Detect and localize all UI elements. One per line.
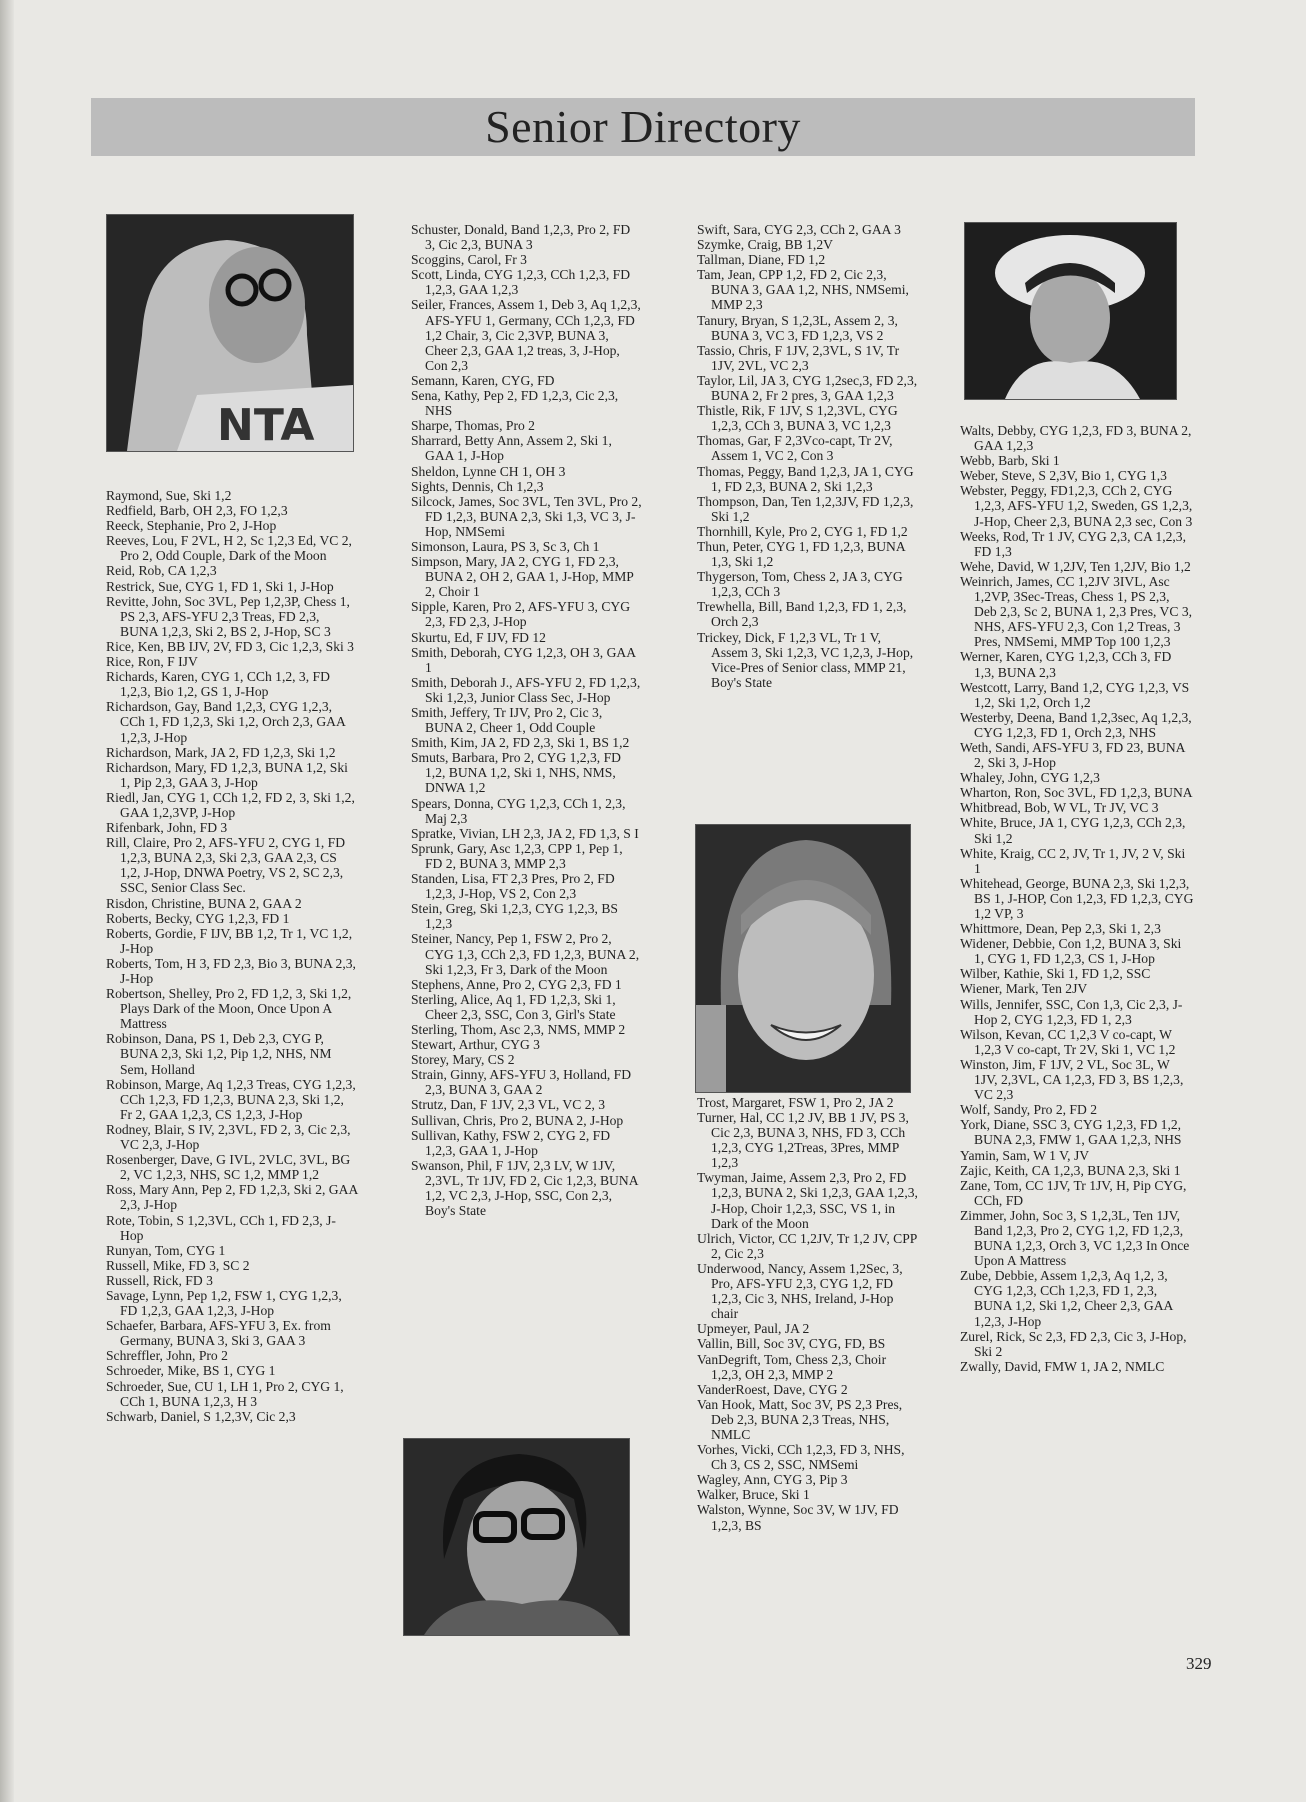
directory-entry: Tassio, Chris, F 1JV, 2,3VL, S 1V, Tr 1JV, 2VL, VC 2,3 [697, 342, 900, 373]
directory-entry: Smith, Kim, JA 2, FD 2,3, Ski 1, BS 1,2 [411, 735, 630, 751]
directory-entry: Underwood, Nancy, Assem 1,2Sec, 3, Pro, AFS-YFU 2,3, CYG 1,2, FD 1,2,3, Cic 3, NHS, Ireland, J-Hop chair [697, 1260, 903, 1322]
directory-entry: Winston, Jim, F 1JV, 2 VL, Soc 3L, W 1JV, 2,3VL, CA 1,2,3, FD 3, BS 1,2,3, VC 2,3 [960, 1056, 1184, 1103]
directory-entry: Tam, Jean, CPP 1,2, FD 2, Cic 2,3, BUNA 3, GAA 1,2, NHS, NMSemi, MMP 2,3 [697, 267, 909, 313]
directory-entry: Wehe, David, W 1,2JV, Ten 1,2JV, Bio 1,2 [960, 558, 1191, 574]
directory-entry: Trickey, Dick, F 1,2,3 VL, Tr 1 V, Assem 3, Ski 1,2,3, VC 1,2,3, J-Hop, Vice-Pres of Senior class, MMP 21, Boy's State [697, 629, 914, 690]
directory-entry: Semann, Karen, CYG, FD [411, 372, 555, 388]
directory-entry: Werner, Karen, CYG 1,2,3, CCh 3, FD 1,3, BUNA 2,3 [960, 649, 1172, 680]
directory-entry: Raymond, Sue, Ski 1,2 [106, 488, 232, 503]
photo-student-boy-glasses [403, 1438, 630, 1636]
directory-entry: Sipple, Karen, Pro 2, AFS-YFU 3, CYG 2,3, FD 2,3, J-Hop [411, 599, 631, 630]
directory-column-3 [697, 222, 919, 1533]
directory-entry: VanDegrift, Tom, Chess 2,3, Choir 1,2,3, OH 2,3, MMP 2 [697, 1351, 887, 1382]
directory-entry: Ulrich, Victor, CC 1,2JV, Tr 1,2 JV, CPP 2, Cic 2,3 [697, 1230, 917, 1261]
directory-entry: Russell, Mike, FD 3, SC 2 [106, 1257, 250, 1273]
directory-entry: White, Bruce, JA 1, CYG 1,2,3, CCh 2,3, Ski 1,2 [960, 815, 1186, 846]
directory-entry: Zajic, Keith, CA 1,2,3, BUNA 2,3, Ski 1 [960, 1162, 1181, 1178]
directory-entry: Sena, Kathy, Pep 2, FD 1,2,3, Cic 2,3, NHS [411, 388, 619, 419]
directory-entry: Simonson, Laura, PS 3, Sc 3, Ch 1 [411, 538, 600, 554]
directory-entry: Vorhes, Vicki, CCh 1,2,3, FD 3, NHS, Ch 3, CS 2, SSC, NMSemi [697, 1442, 905, 1473]
directory-entry: Sprunk, Gary, Asc 1,2,3, CPP 1, Pep 1, FD 2, BUNA 3, MMP 2,3 [411, 840, 623, 871]
directory-entry: Reeves, Lou, F 2VL, H 2, Sc 1,2,3 Ed, VC 2, Pro 2, Odd Couple, Dark of the Moon [106, 533, 352, 564]
directory-entry: Wiener, Mark, Ten 2JV [960, 981, 1088, 997]
directory-entry: Tanury, Bryan, S 1,2,3L, Assem 2, 3, BUNA 3, VC 3, FD 1,2,3, VS 2 [697, 312, 898, 343]
header-bar [91, 98, 1195, 156]
directory-entry: Savage, Lynn, Pep 1,2, FSW 1, CYG 1,2,3, FD 1,2,3, GAA 1,2,3, J-Hop [106, 1287, 342, 1319]
directory-entry: Sharpe, Thomas, Pro 2 [411, 418, 535, 434]
directory-entry: Walker, Bruce, Ski 1 [697, 1487, 810, 1503]
directory-entry: Thomas, Gar, F 2,3Vco-capt, Tr 2V, Assem 1, VC 2, Con 3 [697, 433, 893, 464]
directory-entry: Revitte, John, Soc 3VL, Pep 1,2,3P, Chess 1, PS 2,3, AFS-YFU 2,3 Treas, FD 2,3, BUNA 1,2,3, Ski 2, BS 2, J-Hop, SC 3 [106, 593, 350, 639]
directory-entry: Van Hook, Matt, Soc 3V, PS 2,3 Pres, Deb 2,3, BUNA 2,3 Treas, NHS, NMLC [697, 1396, 903, 1442]
directory-entry: Stein, Greg, Ski 1,2,3, CYG 1,2,3, BS 1,2,3 [411, 901, 618, 932]
directory-entry: Skurtu, Ed, F IJV, FD 12 [411, 629, 546, 645]
directory-entry: Wharton, Ron, Soc 3VL, FD 1,2,3, BUNA [960, 785, 1193, 801]
directory-entry: Sterling, Thom, Asc 2,3, NMS, MMP 2 [411, 1021, 626, 1037]
directory-entry: Walts, Debby, CYG 1,2,3, FD 3, BUNA 2, GAA 1,2,3 [960, 423, 1192, 454]
directory-entry: Wills, Jennifer, SSC, Con 1,3, Cic 2,3, J-Hop 2, CYG 1,2,3, FD 1, 2,3 [960, 996, 1183, 1027]
directory-entry: Walston, Wynne, Soc 3V, W 1JV, FD 1,2,3, BS [697, 1502, 899, 1533]
directory-entry: Restrick, Sue, CYG 1, FD 1, Ski 1, J-Hop [106, 578, 334, 594]
directory-entry: Thygerson, Tom, Chess 2, JA 3, CYG 1,2,3, CCh 3 [697, 569, 903, 600]
directory-entry: Steiner, Nancy, Pep 1, FSW 2, Pro 2, CYG 1,3, CCh 2,3, FD 1,2,3, BUNA 2, Ski 1,2,3, Fr 3, Dark of the Moon [411, 931, 640, 977]
directory-entry: Thompson, Dan, Ten 1,2,3JV, FD 1,2,3, Ski 1,2 [697, 493, 914, 524]
directory-entry: Wilson, Kevan, CC 1,2,3 V co-capt, W 1,2,3 V co-capt, Tr 2V, Ski 1, VC 1,2 [960, 1026, 1176, 1057]
directory-entry: Zube, Debbie, Assem 1,2,3, Aq 1,2, 3, CYG 1,2,3, CCh 1,2,3, FD 1, 2,3, BUNA 1,2, Ski 1,2, Cheer 2,3, GAA 1,2,3, J-Hop [960, 1268, 1173, 1329]
directory-entry: Reeck, Stephanie, Pro 2, J-Hop [106, 518, 277, 534]
directory-entry: Swift, Sara, CYG 2,3, CCh 2, GAA 3 [697, 222, 901, 237]
directory-entry: White, Kraig, CC 2, JV, Tr 1, JV, 2 V, Ski 1 [960, 845, 1186, 876]
directory-entry: Upmeyer, Paul, JA 2 [697, 1321, 810, 1337]
directory-entry: Smith, Jeffery, Tr IJV, Pro 2, Cic 3, BUNA 2, Cheer 1, Odd Couple [411, 705, 603, 736]
photo-student-hat [964, 222, 1177, 400]
directory-entry: Smith, Deborah, CYG 1,2,3, OH 3, GAA 1 [411, 644, 636, 675]
directory-entry: Roberts, Becky, CYG 1,2,3, FD 1 [106, 910, 290, 926]
directory-entry: Zwally, David, FMW 1, JA 2, NMLC [960, 1358, 1165, 1374]
directory-entry: Szymke, Craig, BB 1,2V [697, 237, 833, 253]
directory-entry: Russell, Rick, FD 3 [106, 1272, 213, 1288]
directory-entry: Sheldon, Lynne CH 1, OH 3 [411, 463, 566, 479]
directory-entry: Storey, Mary, CS 2 [411, 1052, 515, 1068]
directory-entry: Whitbread, Bob, W VL, Tr JV, VC 3 [960, 800, 1159, 816]
page-title: Senior Directory [485, 101, 801, 152]
directory-entry: Stewart, Arthur, CYG 3 [411, 1037, 540, 1053]
directory-entry: Zimmer, John, Soc 3, S 1,2,3L, Ten 1JV, Band 1,2,3, Pro 2, CYG 1,2, FD 1,2,3, BUNA 1,2,3, Orch 3, VC 1,2,3 In Once Upon A Mattress [960, 1207, 1190, 1269]
directory-entry: Twyman, Jaime, Assem 2,3, Pro 2, FD 1,2,3, BUNA 2, Ski 1,2,3, GAA 1,2,3, J-Hop, Choir 1,2,3, SSC, VS 1, in Dark of the Moon [697, 1170, 918, 1231]
directory-entry: Scoggins, Carol, Fr 3 [411, 252, 527, 268]
directory-entry: Smith, Deborah J., AFS-YFU 2, FD 1,2,3, Ski 1,2,3, Junior Class Sec, J-Hop [411, 674, 641, 705]
directory-entry: Seiler, Frances, Assem 1, Deb 3, Aq 1,2,3, AFS-YFU 1, Germany, CCh 1,2,3, FD 1,2 Chair, 3, Cic 2,3VP, BUNA 3, Cheer 2,3, GAA 1,2 treas, 3, J-Hop, Con 2,3 [411, 297, 641, 373]
directory-entry: Weinrich, James, CC 1,2JV 3IVL, Asc 1,2VP, 3Sec-Treas, Chess 1, PS 2,3, Deb 2,3, Sc 2, BUNA 1, 2,3 Pres, VC 3, NHS, AFS-YFU 2,3, Con 1,2 Treas, 3 Pres, NMSemi, MMP Top 100 1,2,3 [960, 573, 1193, 650]
directory-entry: Reid, Rob, CA 1,2,3 [106, 563, 217, 579]
directory-entry: Schroeder, Sue, CU 1, LH 1, Pro 2, CYG 1, CCh 1, BUNA 1,2,3, H 3 [106, 1378, 344, 1409]
directory-entry: Simpson, Mary, JA 2, CYG 1, FD 2,3, BUNA 2, OH 2, GAA 1, J-Hop, MMP 2, Choir 1 [411, 554, 634, 600]
directory-entry: Trost, Margaret, FSW 1, Pro 2, JA 2 [697, 1094, 894, 1110]
directory-entry: Rill, Claire, Pro 2, AFS-YFU 2, CYG 1, FD 1,2,3, BUNA 2,3, Ski 2,3, GAA 2,3, CS 1,2, J-Hop, DNWA Poetry, VS 2, SC 2,3, SSC, Senior Class Sec. [106, 835, 346, 896]
directory-entry: Rice, Ken, BB IJV, 2V, FD 3, Cic 1,2,3, Ski 3 [106, 638, 354, 654]
directory-entry: Zane, Tom, CC 1JV, Tr 1JV, H, Pip CYG, CCh, FD [960, 1177, 1187, 1208]
directory-entry: Taylor, Lil, JA 3, CYG 1,2sec,3, FD 2,3, BUNA 2, Fr 2 pres, 3, GAA 1,2,3 [697, 372, 918, 404]
directory-entry: Roberts, Tom, H 3, FD 2,3, Bio 3, BUNA 2,3, J-Hop [106, 955, 356, 986]
directory-entry: Sullivan, Chris, Pro 2, BUNA 2, J-Hop [411, 1112, 624, 1128]
directory-entry: Schaefer, Barbara, AFS-YFU 3, Ex. from Germany, BUNA 3, Ski 3, GAA 3 [106, 1318, 331, 1349]
directory-entry: Robinson, Dana, PS 1, Deb 2,3, CYG P, BUNA 2,3, Ski 1,2, Pip 1,2, NHS, NM Sem, Holland [106, 1031, 332, 1077]
directory-entry: Wolf, Sandy, Pro 2, FD 2 [960, 1102, 1097, 1118]
directory-entry: Wilber, Kathie, Ski 1, FD 1,2, SSC [960, 966, 1151, 982]
directory-entry: Wagley, Ann, CYG 3, Pip 3 [697, 1472, 848, 1488]
photo-student-girl-glasses [106, 214, 354, 452]
svg-text:NTA: NTA [217, 400, 315, 451]
directory-entry: Standen, Lisa, FT 2,3 Pres, Pro 2, FD 1,2,3, J-Hop, VS 2, Con 2,3 [411, 871, 615, 902]
directory-entry: Schreffler, John, Pro 2 [106, 1348, 228, 1364]
directory-entry: Strain, Ginny, AFS-YFU 3, Holland, FD 2,3, BUNA 3, GAA 2 [411, 1067, 632, 1098]
directory-entry: Rodney, Blair, S IV, 2,3VL, FD 2, 3, Cic 2,3, VC 2,3, J-Hop [106, 1121, 351, 1153]
directory-entry: Swanson, Phil, F 1JV, 2,3 LV, W 1JV, 2,3VL, Tr 1JV, FD 2, Cic 1,2,3, BUNA 1,2, VC 2,3, J-Hop, SSC, Con 2,3, Boy's State [411, 1157, 638, 1219]
directory-entry: Westerby, Deena, Band 1,2,3sec, Aq 1,2,3, CYG 1,2,3, FD 1, Orch 2,3, NHS [960, 709, 1192, 740]
directory-column-2 [411, 222, 643, 1218]
directory-entry: Robertson, Shelley, Pro 2, FD 1,2, 3, Ski 1,2, Plays Dark of the Moon, Once Upon A Mattress [106, 986, 352, 1032]
directory-entry: Zurel, Rick, Sc 2,3, FD 2,3, Cic 3, J-Hop, Ski 2 [960, 1328, 1187, 1359]
directory-entry: Schuster, Donald, Band 1,2,3, Pro 2, FD 3, Cic 2,3, BUNA 3 [411, 222, 631, 253]
directory-entry: Roberts, Gordie, F IJV, BB 1,2, Tr 1, VC 1,2, J-Hop [106, 925, 353, 956]
directory-entry: Schroeder, Mike, BS 1, CYG 1 [106, 1363, 276, 1379]
directory-entry: Smuts, Barbara, Pro 2, CYG 1,2,3, FD 1,2, BUNA 1,2, Ski 1, NHS, NMS, DNWA 1,2 [411, 750, 621, 796]
directory-entry: Stephens, Anne, Pro 2, CYG 2,3, FD 1 [411, 976, 622, 992]
directory-entry: Weber, Steve, S 2,3V, Bio 1, CYG 1,3 [960, 468, 1167, 484]
photo-spacer [697, 690, 919, 1095]
directory-entry: Whittmore, Dean, Pep 2,3, Ski 1, 2,3 [960, 921, 1161, 937]
directory-entry: Whitehead, George, BUNA 2,3, Ski 1,2,3, BS 1, J-HOP, Con 1,2,3, FD 1,2,3, CYG 1,2 VP, 3 [960, 875, 1194, 921]
directory-entry: Richardson, Gay, Band 1,2,3, CYG 1,2,3, CCh 1, FD 1,2,3, Ski 1,2, Orch 2,3, GAA 1,2,3, J-Hop [106, 699, 346, 745]
directory-entry: Sights, Dennis, Ch 1,2,3 [411, 478, 544, 494]
directory-entry: Scott, Linda, CYG 1,2,3, CCh 1,2,3, FD 1,2,3, GAA 1,2,3 [411, 267, 631, 298]
directory-entry: Schwarb, Daniel, S 1,2,3V, Cic 2,3 [106, 1408, 296, 1424]
directory-entry: Webb, Barb, Ski 1 [960, 453, 1060, 469]
directory-entry: Tallman, Diane, FD 1,2 [697, 252, 826, 268]
directory-entry: Ross, Mary Ann, Pep 2, FD 1,2,3, Ski 2, GAA 2,3, J-Hop [106, 1182, 358, 1213]
directory-entry: Sharrard, Betty Ann, Assem 2, Ski 1, GAA 1, J-Hop [411, 433, 612, 464]
directory-entry: Widener, Debbie, Con 1,2, BUNA 3, Ski 1, CYG 1, FD 1,2,3, CS 1, J-Hop [960, 936, 1182, 967]
directory-entry: Thornhill, Kyle, Pro 2, CYG 1, FD 1,2 [697, 523, 908, 539]
directory-entry: Thistle, Rik, F 1JV, S 1,2,3VL, CYG 1,2,3, CCh 3, BUNA 3, VC 1,2,3 [697, 403, 898, 434]
directory-entry: Risdon, Christine, BUNA 2, GAA 2 [106, 895, 302, 911]
directory-entry: Turner, Hal, CC 1,2 JV, BB 1 JV, PS 3, Cic 2,3, BUNA 3, NHS, FD 3, CCh 1,2,3, CYG 1,2Treas, 3Pres, MMP 1,2,3 [697, 1110, 909, 1171]
directory-entry: Runyan, Tom, CYG 1 [106, 1242, 226, 1258]
directory-entry: Robinson, Marge, Aq 1,2,3 Treas, CYG 1,2,3, CCh 1,2,3, FD 1,2,3, BUNA 2,3, Ski 1,2, Fr 2, GAA 1,2,3, CS 1,2,3, J-Hop [106, 1076, 356, 1122]
directory-entry: Westcott, Larry, Band 1,2, CYG 1,2,3, VS 1,2, Ski 1,2, Orch 1,2 [960, 679, 1190, 710]
binding-edge [0, 0, 14, 1802]
directory-entry: Rote, Tobin, S 1,2,3VL, CCh 1, FD 2,3, J-Hop [106, 1212, 336, 1243]
directory-entry: Rifenbark, John, FD 3 [106, 820, 228, 836]
directory-entry: Webster, Peggy, FD1,2,3, CCh 2, CYG 1,2,3, AFS-YFU 1,2, Sweden, GS 1,2,3, J-Hop, Cheer 2,3, BUNA 2,3 sec, Con 3 [960, 483, 1193, 529]
directory-column-4 [960, 423, 1194, 1374]
directory-entry: Strutz, Dan, F 1JV, 2,3 VL, VC 2, 3 [411, 1097, 606, 1113]
directory-entry: Weeks, Rod, Tr 1 JV, CYG 2,3, CA 1,2,3, FD 1,3 [960, 528, 1187, 559]
directory-entry: Sullivan, Kathy, FSW 2, CYG 2, FD 1,2,3, GAA 1, J-Hop [411, 1127, 611, 1158]
directory-entry: Silcock, James, Soc 3VL, Ten 3VL, Pro 2, FD 1,2,3, BUNA 2,3, Ski 1,3, VC 3, J-Hop, NMSemi [411, 493, 642, 539]
directory-column-1 [106, 488, 358, 1424]
directory-entry: Thun, Peter, CYG 1, FD 1,2,3, BUNA 1,3, Ski 1,2 [697, 538, 905, 570]
directory-entry: Trewhella, Bill, Band 1,2,3, FD 1, 2,3, Orch 2,3 [697, 599, 907, 630]
directory-entry: Spratke, Vivian, LH 2,3, JA 2, FD 1,3, S I [411, 825, 639, 841]
directory-entry: Whaley, John, CYG 1,2,3 [960, 770, 1100, 786]
directory-entry: Spears, Donna, CYG 1,2,3, CCh 1, 2,3, Maj 2,3 [411, 795, 626, 826]
directory-entry: York, Diane, SSC 3, CYG 1,2,3, FD 1,2, BUNA 2,3, FMW 1, GAA 1,2,3, NHS [960, 1117, 1182, 1148]
directory-entry: Riedl, Jan, CYG 1, CCh 1,2, FD 2, 3, Ski 1,2, GAA 1,2,3VP, J-Hop [106, 789, 355, 820]
page-number: 329 [1186, 1654, 1212, 1673]
directory-entry: Vallin, Bill, Soc 3V, CYG, FD, BS [697, 1336, 886, 1352]
directory-entry: Sterling, Alice, Aq 1, FD 1,2,3, Ski 1, Cheer 2,3, SSC, Con 3, Girl's State [411, 991, 616, 1022]
directory-entry: VanderRoest, Dave, CYG 2 [697, 1381, 848, 1397]
directory-entry: Weth, Sandi, AFS-YFU 3, FD 23, BUNA 2, Ski 3, J-Hop [960, 739, 1185, 771]
directory-entry: Richards, Karen, CYG 1, CCh 1,2, 3, FD 1,2,3, Bio 1,2, GS 1, J-Hop [106, 669, 330, 700]
directory-entry: Thomas, Peggy, Band 1,2,3, JA 1, CYG 1, FD 2,3, BUNA 2, Ski 1,2,3 [697, 463, 914, 494]
directory-entry: Yamin, Sam, W 1 V, JV [960, 1147, 1090, 1163]
directory-entry: Rice, Ron, F IJV [106, 654, 198, 670]
directory-entry: Richardson, Mark, JA 2, FD 1,2,3, Ski 1,2 [106, 744, 336, 760]
directory-entry: Richardson, Mary, FD 1,2,3, BUNA 1,2, Ski 1, Pip 2,3, GAA 3, J-Hop [106, 759, 348, 790]
directory-entry: Rosenberger, Dave, G IVL, 2VLC, 3VL, BG 2, VC 1,2,3, NHS, SC 1,2, MMP 1,2 [106, 1152, 351, 1183]
directory-entry: Redfield, Barb, OH 2,3, FO 1,2,3 [106, 503, 288, 519]
